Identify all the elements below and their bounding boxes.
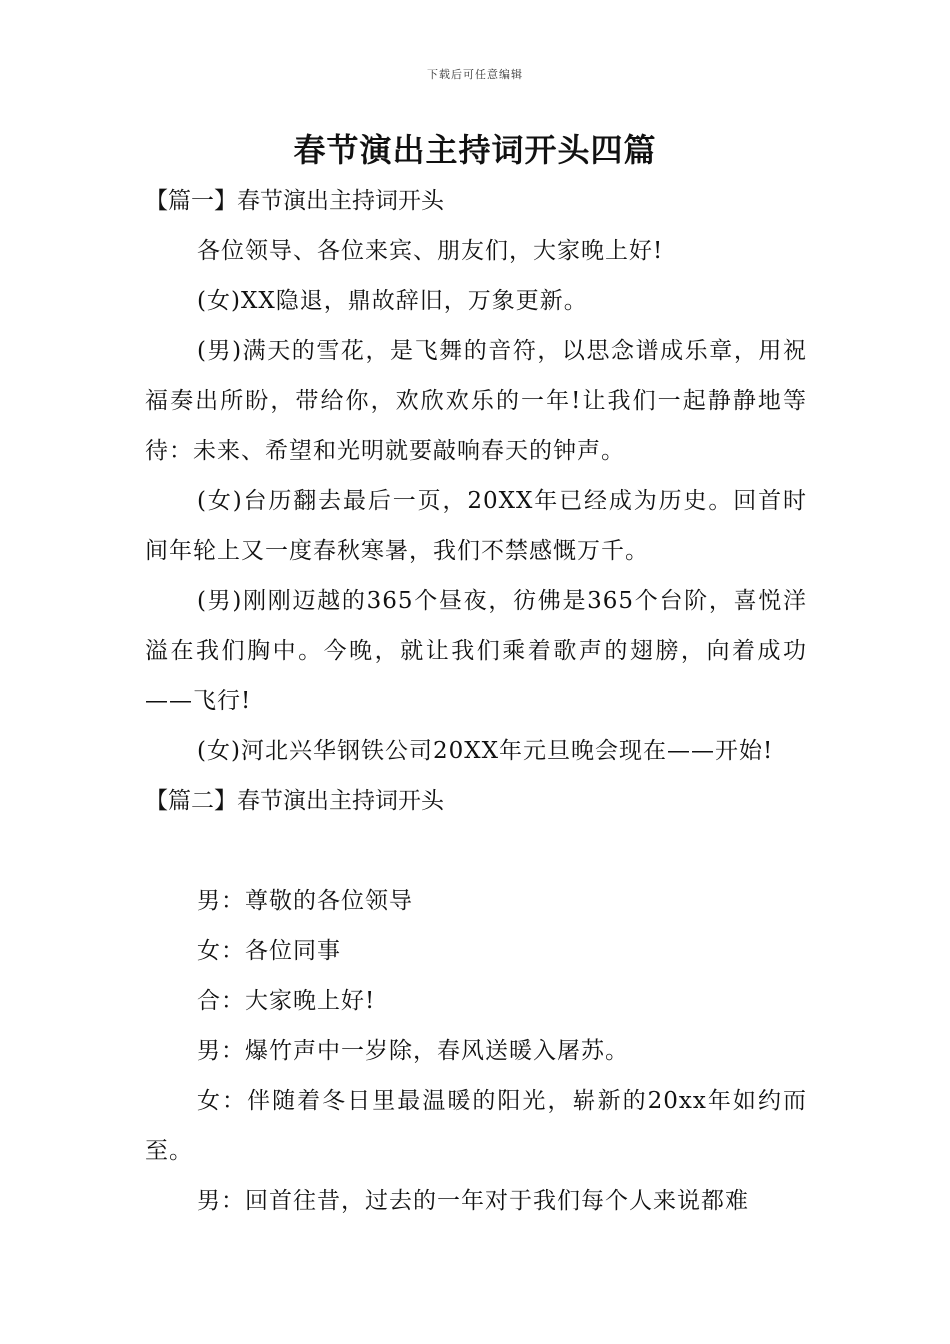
paragraph: 各位领导、各位来宾、朋友们，大家晚上好!	[197, 238, 664, 264]
paragraph: 女：伴随着冬日里最温暖的阳光，崭新的20xx年如约而至。	[145, 1088, 807, 1164]
paragraph: (女)XX隐退，鼎故辞旧，万象更新。	[197, 288, 588, 314]
paragraph: (女)台历翻去最后一页，20XX年已经成为历史。回首时间年轮上又一度春秋寒暑，我们不禁感慨万千。	[145, 488, 807, 564]
paragraph: 女：各位同事	[197, 938, 341, 964]
section-heading-1: 【篇一】春节演出主持词开头	[145, 188, 444, 214]
page-header-note: 下载后可任意编辑	[427, 68, 523, 81]
paragraph: 男：尊敬的各位领导	[197, 888, 413, 914]
section-heading-2: 【篇二】春节演出主持词开头	[145, 788, 444, 814]
paragraph: 男：爆竹声中一岁除，春风送暖入屠苏。	[197, 1038, 629, 1064]
document-body	[145, 176, 807, 1226]
document-title: 春节演出主持词开头四篇	[293, 131, 657, 169]
blank-line	[145, 826, 807, 876]
paragraph: 合：大家晚上好!	[197, 988, 376, 1014]
paragraph: 男：回首往昔，过去的一年对于我们每个人来说都难	[197, 1188, 749, 1214]
paragraph: (男)满天的雪花，是飞舞的音符，以思念谱成乐章，用祝福奏出所盼，带给你，欢欣欢乐的一年!让我们一起静静地等待：未来、希望和光明就要敲响春天的钟声。	[145, 338, 807, 464]
paragraph: (男)刚刚迈越的365个昼夜，彷佛是365个台阶，喜悦洋溢在我们胸中。今晚，就让我们乘着歌声的翅膀，向着成功——飞行!	[145, 588, 807, 714]
paragraph: (女)河北兴华钢铁公司20XX年元旦晚会现在——开始!	[197, 738, 774, 764]
